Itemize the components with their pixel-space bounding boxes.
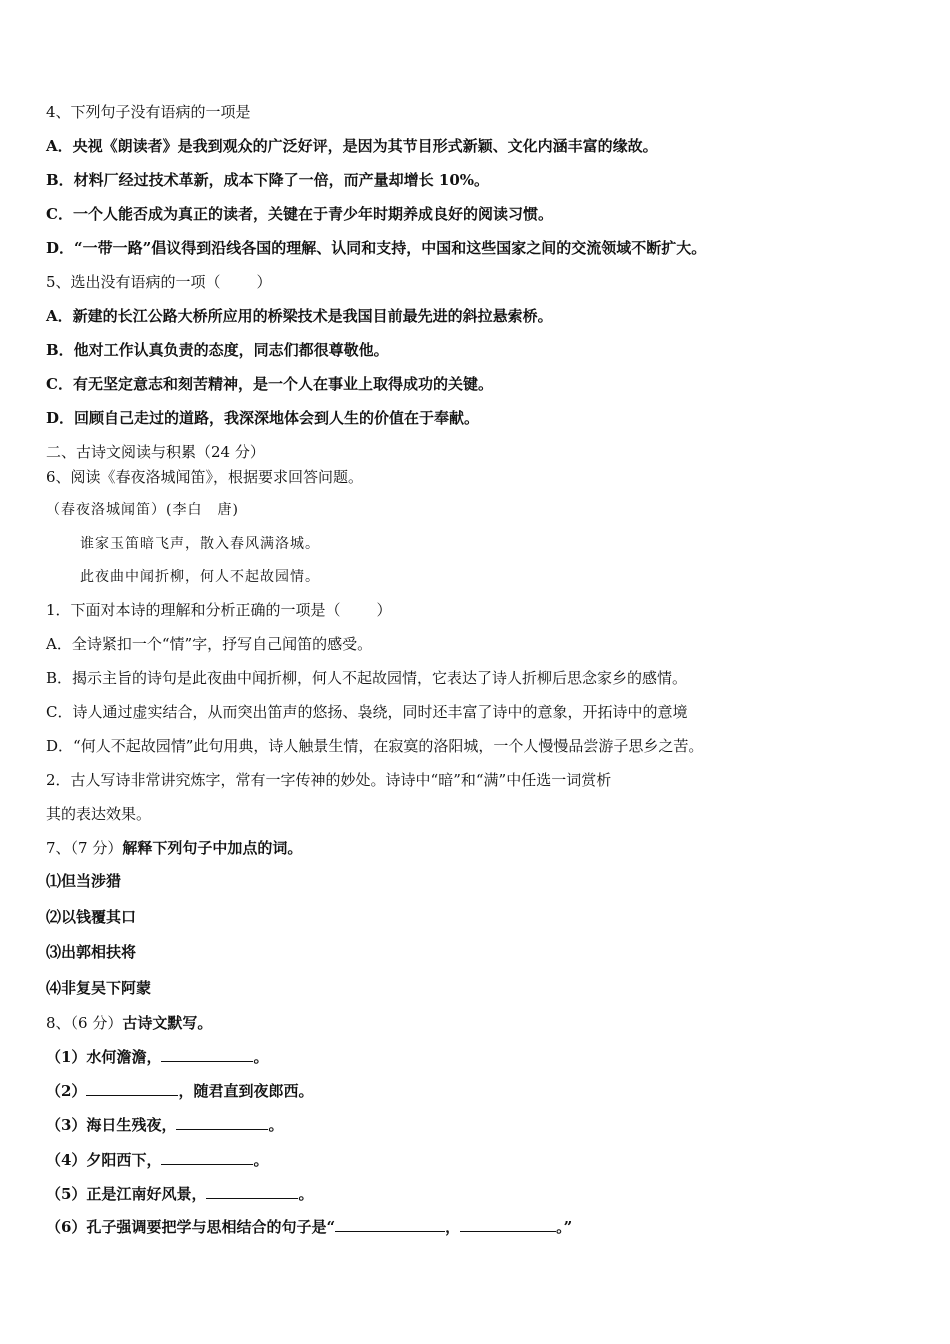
answer-blank[interactable] [86, 1081, 178, 1096]
q5-stem-close: ） [256, 273, 272, 291]
q8-item-5-text: （5）正是江南好风景， [46, 1185, 207, 1203]
answer-blank[interactable] [335, 1217, 445, 1232]
q7-item-2: ⑵以钱覆其口 [46, 908, 137, 926]
q8-item-1-end: 。 [253, 1048, 269, 1066]
q7-stem [46, 838, 302, 858]
section-2-title: 二、古诗文阅读与积累（24 分） [46, 443, 265, 461]
q4-option-a: A．央视《朗读者》是我到观众的广泛好评，是因为其节目形式新颖、文化内涵丰富的缘故。 [46, 137, 658, 155]
q6-sub1-close: ） [376, 601, 392, 619]
q8-stem [46, 1013, 212, 1033]
q8-item-1-text: （1）水何澹澹， [46, 1048, 162, 1066]
q8-item-6-sep: ， [445, 1218, 461, 1236]
q6-stem: 6、阅读《春夜洛城闻笛》，根据要求回答问题。 [46, 468, 364, 486]
q6-sub2-line-2: 其的表达效果。 [46, 805, 152, 823]
answer-blank[interactable] [176, 1115, 268, 1130]
q5-stem [46, 272, 272, 292]
q5-option-d: D．回顾自己走过的道路，我深深地体会到人生的价值在于奉献。 [46, 409, 480, 427]
q8-item-2-num: （2） [46, 1082, 87, 1100]
q4-option-d: D．“一带一路”倡议得到沿线各国的理解、认同和支持，中国和这些国家之间的交流领域不断扩大。 [46, 239, 707, 257]
q8-item-3-text: （3）海日生残夜， [46, 1116, 177, 1134]
q8-item-5-end: 。 [298, 1185, 314, 1203]
q4-option-c: C．一个人能否成为真正的读者，关键在于青少年时期养成良好的阅读习惯。 [46, 205, 553, 223]
q8-item-4-end: 。 [253, 1151, 269, 1169]
poem-line-2: 此夜曲中闻折柳，何人不起故园情。 [80, 569, 320, 585]
q7-instruction: 解释下列句子中加点的词。 [122, 839, 303, 857]
q4-stem: 4、下列句子没有语病的一项是 [46, 103, 251, 121]
q6-option-d: D．“何人不起故园情”此句用典，诗人触景生情，在寂寞的洛阳城，一个人慢慢品尝游子思乡之苦。 [46, 737, 704, 755]
answer-blank[interactable] [161, 1150, 253, 1165]
q8-item-6-text: （6）孔子强调要把学与思相结合的句子是“ [46, 1218, 336, 1236]
q5-option-c: C．有无坚定意志和刻苦精神，是一个人在事业上取得成功的关键。 [46, 375, 493, 393]
poem-line-1: 谁家玉笛暗飞声，散入春风满洛城。 [80, 536, 320, 552]
q6-option-c: C．诗人通过虚实结合，从而突出笛声的悠扬、袅绕，同时还丰富了诗中的意象，开拓诗中的意境 [46, 703, 688, 721]
q7-item-4: ⑷非复吴下阿蒙 [46, 979, 152, 997]
q7-item-1: ⑴但当涉猎 [46, 872, 122, 890]
q8-item-4 [46, 1150, 268, 1170]
q8-item-2-text: ，随君直到夜郎西。 [178, 1082, 314, 1100]
q8-item-1 [46, 1047, 268, 1067]
q6-sub2-line-1: 2．古人写诗非常讲究炼字，常有一字传神的妙处。诗诗中“暗”和“满”中任选一词赏析 [46, 771, 612, 789]
q8-score: 8、（6 分） [46, 1014, 123, 1032]
q8-item-6-end: 。” [556, 1218, 573, 1236]
q8-item-5 [46, 1184, 313, 1204]
q5-option-a: A．新建的长江公路大桥所应用的桥梁技术是我国目前最先进的斜拉悬索桥。 [46, 307, 553, 325]
q8-item-3 [46, 1115, 283, 1135]
q8-item-2 [46, 1081, 313, 1101]
q5-option-b: B．他对工作认真负责的态度，同志们都很尊敬他。 [46, 341, 389, 359]
q7-item-3: ⑶出郭相扶将 [46, 943, 137, 961]
q7-score: 7、（7 分） [46, 839, 123, 857]
poem-title: （春夜洛城闻笛）(李白 唐) [46, 502, 239, 518]
answer-blank[interactable] [206, 1184, 298, 1199]
q6-option-b: B．揭示主旨的诗句是此夜曲中闻折柳，何人不起故园情，它表达了诗人折柳后思念家乡的感情。 [46, 669, 688, 687]
answer-blank[interactable] [460, 1217, 556, 1232]
q8-instruction: 古诗文默写。 [122, 1014, 213, 1032]
q6-sub1-stem [46, 600, 392, 620]
q6-option-a: A．全诗紧扣一个“情”字，抒写自己闻笛的感受。 [46, 635, 373, 653]
q8-item-3-end: 。 [268, 1116, 284, 1134]
q5-stem-text: 5、选出没有语病的一项（ [46, 273, 221, 291]
q8-item-6 [46, 1217, 572, 1237]
q4-option-b: B．材料厂经过技术革新，成本下降了一倍，而产量却增长 10%。 [46, 171, 490, 189]
q6-sub1-text: 1．下面对本诗的理解和分析正确的一项是（ [46, 601, 341, 619]
answer-blank[interactable] [161, 1047, 253, 1062]
q8-item-4-text: （4）夕阳西下， [46, 1151, 162, 1169]
